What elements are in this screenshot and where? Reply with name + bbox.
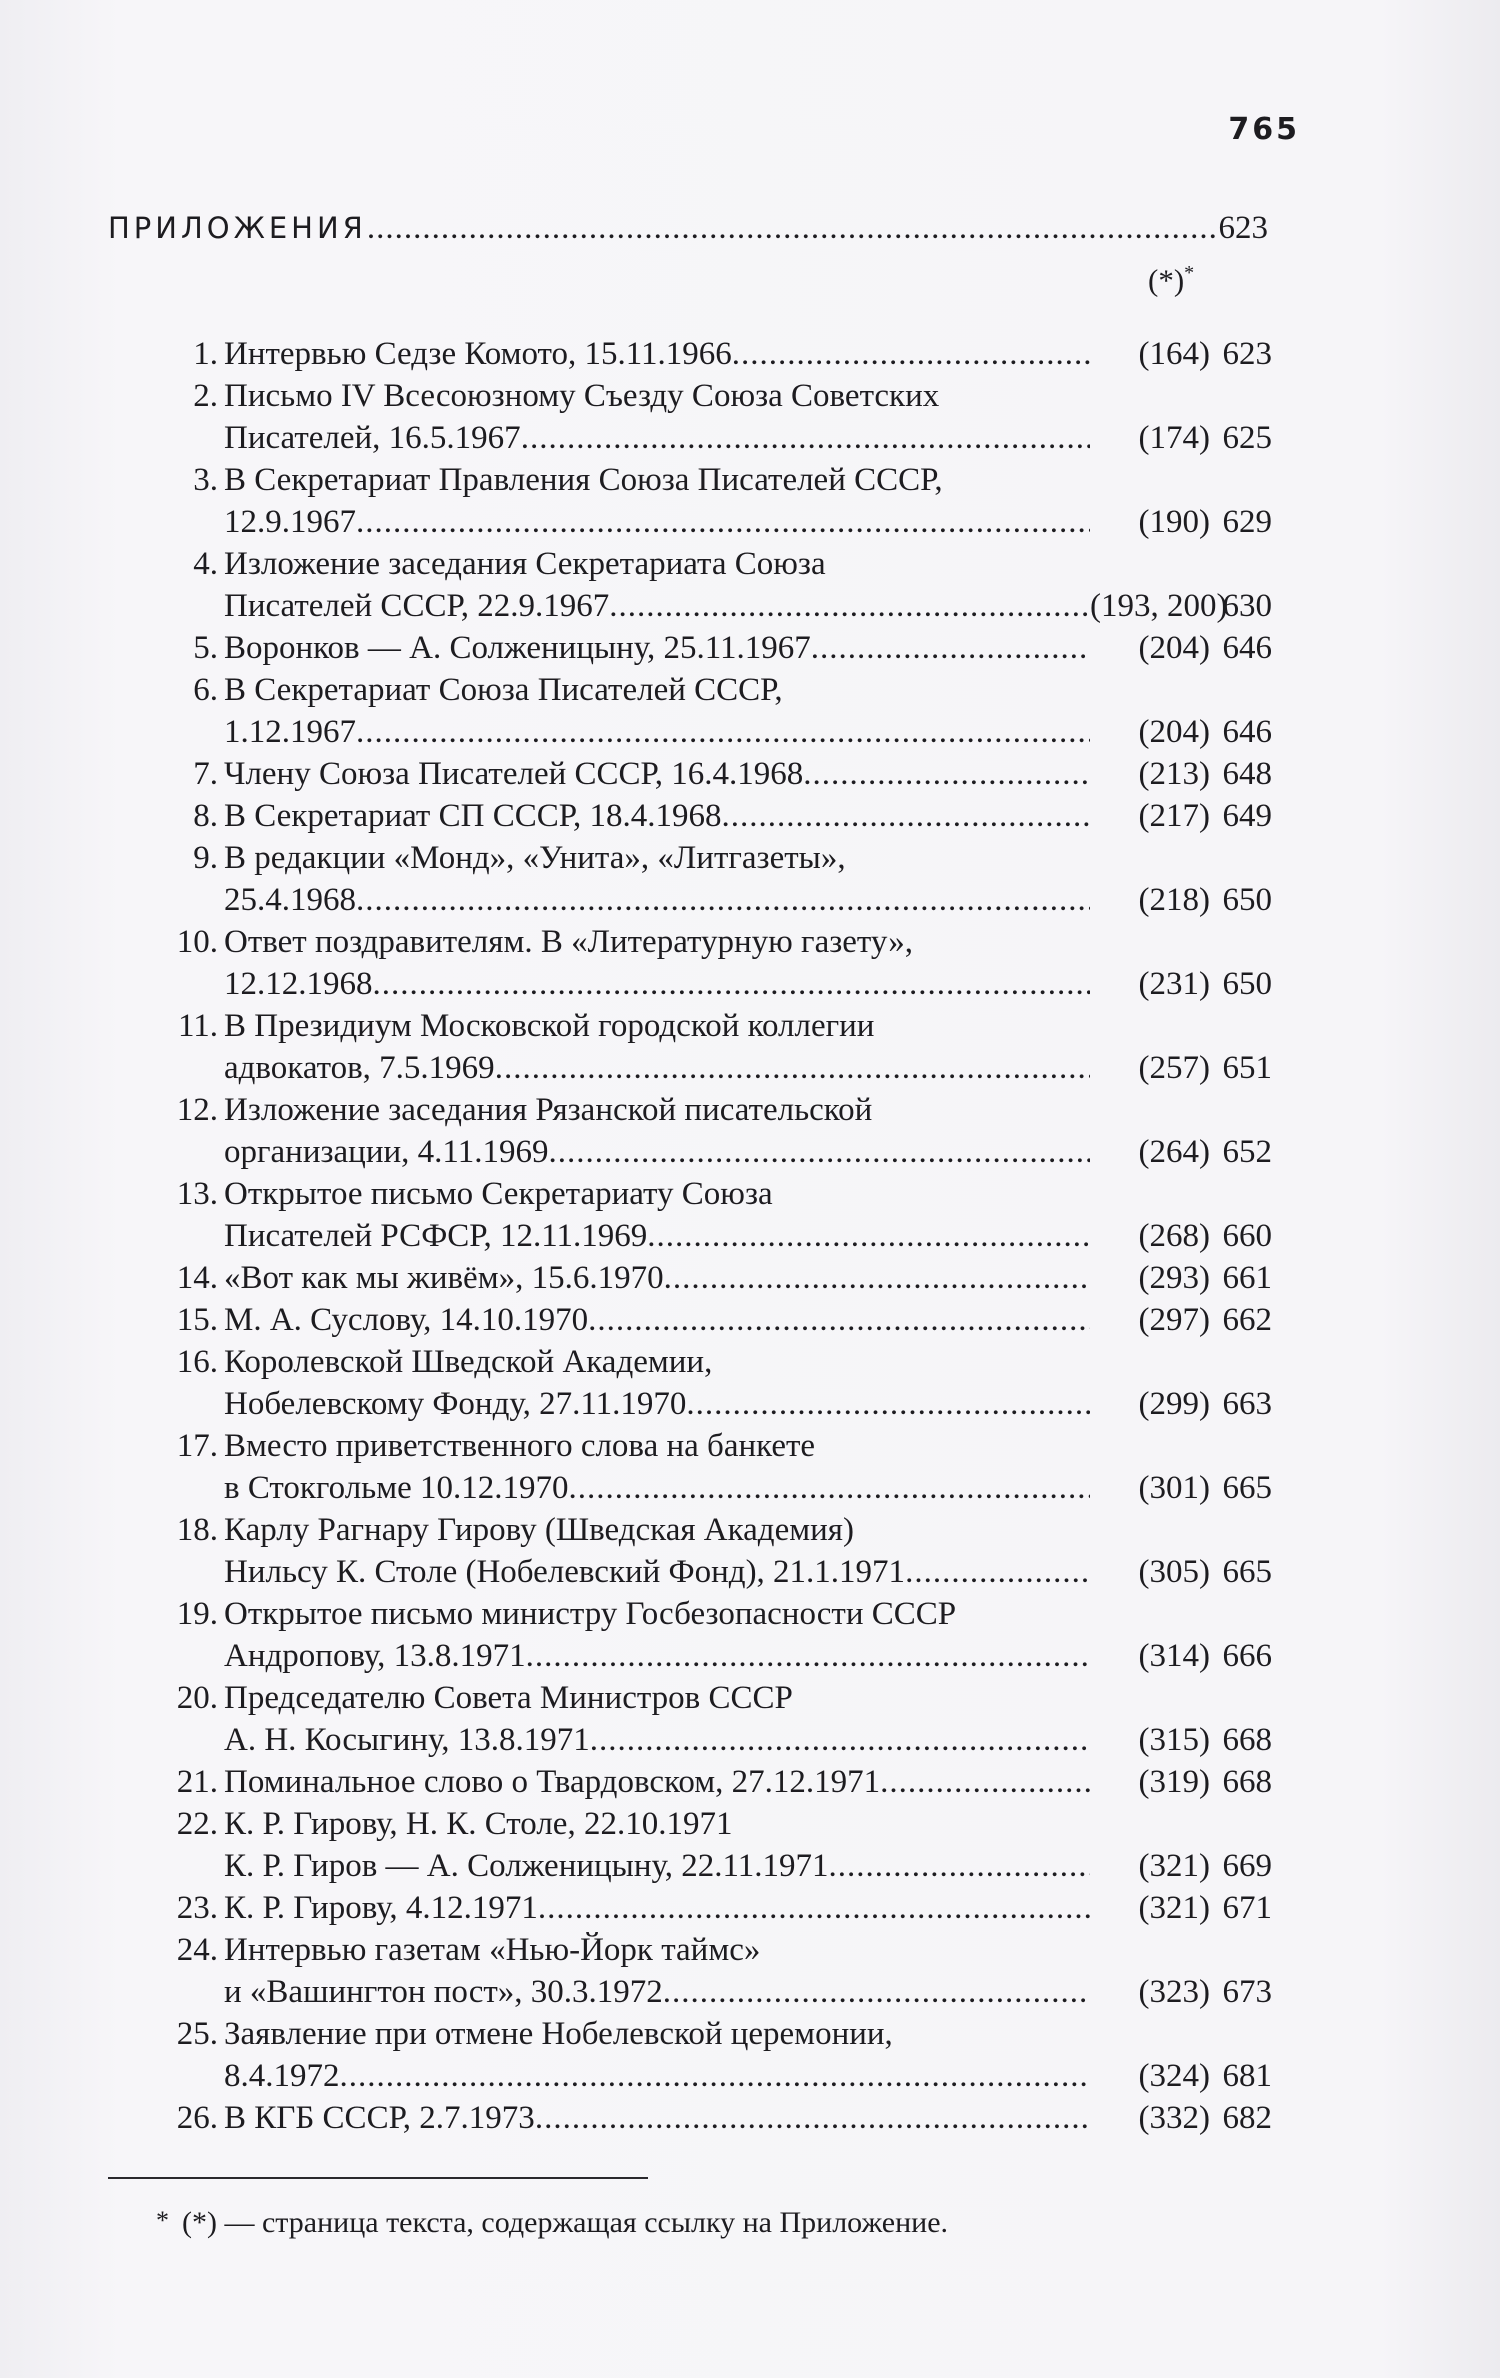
- entry-title-line: в Стокгольме 10.12.1970: [224, 1470, 569, 1506]
- entry-page: 671: [1222, 1890, 1272, 1926]
- footnote-text: (*) — страница текста, содержащая ссылку на Приложение.: [182, 2206, 949, 2239]
- entry-title-line: Андропову, 13.8.1971: [224, 1638, 526, 1674]
- footnote: [156, 2206, 949, 2240]
- entry-page: 663: [1222, 1386, 1272, 1422]
- entry-number: 15.: [176, 1302, 218, 1338]
- entry-title-line: Воронков — А. Солженицыну, 25.11.1967: [224, 630, 811, 666]
- entry-title-line: Нобелевскому Фонду, 27.11.1970: [224, 1386, 687, 1422]
- entry-title-line: Председателю Совета Министров СССР: [224, 1680, 793, 1716]
- entry-reference: (231): [1138, 966, 1210, 1002]
- entry-page: 660: [1222, 1218, 1272, 1254]
- leader-dots: [495, 1047, 1090, 1089]
- entry-number: 22.: [176, 1806, 218, 1842]
- toc-entry: [150, 1929, 1272, 2013]
- toc-entry: [150, 2013, 1272, 2097]
- entry-number: 2.: [193, 378, 218, 414]
- entry-number: 16.: [176, 1344, 218, 1380]
- entry-page: 646: [1222, 630, 1272, 666]
- entry-title-line: М. А. Суслову, 14.10.1970: [224, 1302, 589, 1338]
- section-title: ПРИЛОЖЕНИЯ: [108, 211, 367, 245]
- entry-title-line: Поминальное слово о Твардовском, 27.12.1971: [224, 1764, 881, 1800]
- entry-reference: (174): [1138, 420, 1210, 456]
- entry-reference: (323): [1138, 1974, 1210, 2010]
- entry-title-line: Открытое письмо Секретариату Союза: [224, 1176, 773, 1212]
- toc-entry: [150, 1803, 1272, 1887]
- entry-title-line: К. Р. Гирову, Н. К. Столе, 22.10.1971: [224, 1806, 733, 1842]
- toc-entry: [150, 1593, 1272, 1677]
- entry-page: 668: [1222, 1722, 1272, 1758]
- entry-page: 648: [1222, 756, 1272, 792]
- entry-page: 669: [1222, 1848, 1272, 1884]
- entry-page: 682: [1222, 2100, 1272, 2136]
- entry-page: 666: [1222, 1638, 1272, 1674]
- toc-entry: [150, 1173, 1272, 1257]
- entry-page: 630: [1222, 588, 1272, 624]
- entry-reference: (213): [1138, 756, 1210, 792]
- entry-title-line: 1.12.1967: [224, 714, 356, 750]
- entry-reference: (315): [1138, 1722, 1210, 1758]
- leader-dots: [588, 1299, 1090, 1341]
- toc-entry: [150, 1257, 1272, 1299]
- leader-dots: [356, 501, 1090, 543]
- entry-number: 12.: [176, 1092, 218, 1128]
- entry-title-line: 12.9.1967: [224, 504, 356, 540]
- entry-title-line: Королевской Шведской Академии,: [224, 1344, 713, 1380]
- leader-dots: [521, 417, 1090, 459]
- entry-title-line: Члену Союза Писателей СССР, 16.4.1968: [224, 756, 804, 792]
- entry-page: 668: [1222, 1764, 1272, 1800]
- entry-number: 24.: [176, 1932, 218, 1968]
- toc-entry: [150, 1509, 1272, 1593]
- column-note-mark: (*): [1148, 262, 1185, 298]
- entry-reference: (193, 200): [1090, 588, 1228, 624]
- entry-title-line: Нильсу К. Столе (Нобелевский Фонд), 21.1.1971: [224, 1554, 906, 1590]
- leader-dots: [647, 1215, 1090, 1257]
- entry-reference: (204): [1138, 630, 1210, 666]
- entry-number: 7.: [193, 756, 218, 792]
- entry-page: 625: [1222, 420, 1272, 456]
- entry-title-line: В Президиум Московской городской коллегии: [224, 1008, 875, 1044]
- toc-entry: [150, 1677, 1272, 1761]
- section-page: 623: [1218, 210, 1268, 246]
- entry-number: 8.: [193, 798, 218, 834]
- toc-entry: [150, 1005, 1272, 1089]
- entry-title-line: Изложение заседания Секретариата Союза: [224, 546, 826, 582]
- entry-number: 6.: [193, 672, 218, 708]
- toc-entry: [150, 627, 1272, 669]
- entry-title-line: Открытое письмо министру Госбезопасности СССР: [224, 1596, 957, 1632]
- leader-dots: [548, 1131, 1090, 1173]
- entry-title-line: и «Вашингтон пост», 30.3.1972: [224, 1974, 663, 2010]
- entry-reference: (190): [1138, 504, 1210, 540]
- leader-dots: [356, 711, 1090, 753]
- entry-title-line: К. Р. Гирову, 4.12.1971: [224, 1890, 538, 1926]
- leader-dots: [686, 1383, 1090, 1425]
- entry-reference: (204): [1138, 714, 1210, 750]
- entry-reference: (217): [1138, 798, 1210, 834]
- leader-dots: [569, 1467, 1090, 1509]
- entry-reference: (268): [1138, 1218, 1210, 1254]
- entry-reference: (297): [1138, 1302, 1210, 1338]
- entry-page: 650: [1222, 882, 1272, 918]
- entry-title-line: Интервью Седзе Комото, 15.11.1966: [224, 336, 732, 372]
- toc-entry: [150, 1089, 1272, 1173]
- entry-title-line: Писателей, 16.5.1967: [224, 420, 521, 456]
- entry-page: 623: [1222, 336, 1272, 372]
- toc-entry: [150, 921, 1272, 1005]
- entry-reference: (319): [1138, 1764, 1210, 1800]
- toc-entry: [150, 333, 1272, 375]
- section-heading: [108, 210, 1268, 247]
- entry-reference: (324): [1138, 2058, 1210, 2094]
- footnote-rule: [108, 2177, 648, 2179]
- entry-page: 665: [1222, 1470, 1272, 1506]
- entry-number: 21.: [176, 1764, 218, 1800]
- entry-number: 5.: [193, 630, 218, 666]
- entry-title-line: Писателей РСФСР, 12.11.1969: [224, 1218, 648, 1254]
- entry-title-line: К. Р. Гиров — А. Солженицыну, 22.11.1971: [224, 1848, 829, 1884]
- leader-dots: [535, 2097, 1090, 2139]
- entry-page: 665: [1222, 1554, 1272, 1590]
- entry-page: 652: [1222, 1134, 1272, 1170]
- entry-page: 662: [1222, 1302, 1272, 1338]
- leader-dots: [367, 210, 1219, 247]
- entry-number: 19.: [176, 1596, 218, 1632]
- entry-title-line: Интервью газетам «Нью-Йорк таймс»: [224, 1932, 761, 1968]
- entry-title-line: организации, 4.11.1969: [224, 1134, 549, 1170]
- entry-number: 10.: [176, 924, 218, 960]
- leader-dots: [811, 627, 1090, 669]
- leader-dots: [340, 2055, 1091, 2097]
- toc-entry: [150, 1425, 1272, 1509]
- entry-title-line: Карлу Рагнару Гирову (Шведская Академия): [224, 1512, 854, 1548]
- leader-dots: [880, 1761, 1090, 1803]
- toc-entry: [150, 1887, 1272, 1929]
- footnote-mark: *: [156, 2206, 169, 2235]
- leader-dots: [828, 1845, 1090, 1887]
- entry-title-line: В КГБ СССР, 2.7.1973: [224, 2100, 535, 2136]
- entry-title-line: адвокатов, 7.5.1969: [224, 1050, 495, 1086]
- entry-title-line: Вместо приветственного слова на банкете: [224, 1428, 816, 1464]
- toc-entry: [150, 1299, 1272, 1341]
- leader-dots: [663, 1971, 1090, 2013]
- column-note-sup: *: [1184, 262, 1195, 284]
- page-number: 765: [1228, 112, 1300, 147]
- entry-reference: (332): [1138, 2100, 1210, 2136]
- entry-reference: (164): [1138, 336, 1210, 372]
- leader-dots: [803, 753, 1090, 795]
- entry-title-line: 12.12.1968: [224, 966, 373, 1002]
- entry-title-line: 25.4.1968: [224, 882, 356, 918]
- toc-entry: [150, 1341, 1272, 1425]
- toc-entry: [150, 753, 1272, 795]
- toc-entry: [150, 2097, 1272, 2139]
- entry-reference: (299): [1138, 1386, 1210, 1422]
- toc-entries: [150, 333, 1272, 2139]
- entry-title-line: 8.4.1972: [224, 2058, 340, 2094]
- entry-title-line: Ответ поздравителям. В «Литературную газету»,: [224, 924, 913, 960]
- leader-dots: [538, 1887, 1090, 1929]
- toc-entry: [150, 543, 1272, 627]
- entry-page: 629: [1222, 504, 1272, 540]
- entry-number: 3.: [193, 462, 218, 498]
- entry-title-line: Изложение заседания Рязанской писательской: [224, 1092, 873, 1128]
- leader-dots: [590, 1719, 1090, 1761]
- entry-number: 14.: [176, 1260, 218, 1296]
- toc-entry: [150, 375, 1272, 459]
- entry-title-line: В Секретариат Правления Союза Писателей СССР,: [224, 462, 943, 498]
- entry-reference: (218): [1138, 882, 1210, 918]
- entry-page: 681: [1222, 2058, 1272, 2094]
- entry-page: 673: [1222, 1974, 1272, 2010]
- leader-dots: [356, 879, 1090, 921]
- entry-title-line: Заявление при отмене Нобелевской церемонии,: [224, 2016, 893, 2052]
- entry-title-line: В редакции «Монд», «Унита», «Литгазеты»,: [224, 840, 846, 876]
- leader-dots: [373, 963, 1091, 1005]
- entry-page: 651: [1222, 1050, 1272, 1086]
- entry-reference: (301): [1138, 1470, 1210, 1506]
- entry-number: 18.: [176, 1512, 218, 1548]
- entry-title-line: А. Н. Косыгину, 13.8.1971: [224, 1722, 590, 1758]
- entry-title-line: Письмо IV Всесоюзному Съезду Союза Советских: [224, 378, 940, 414]
- leader-dots: [721, 795, 1090, 837]
- leader-dots: [609, 585, 1090, 627]
- entry-page: 649: [1222, 798, 1272, 834]
- entry-reference: (257): [1138, 1050, 1210, 1086]
- entry-page: 650: [1222, 966, 1272, 1002]
- entry-reference: (321): [1138, 1890, 1210, 1926]
- entry-title-line: «Вот как мы живём», 15.6.1970: [224, 1260, 664, 1296]
- toc-entry: [150, 837, 1272, 921]
- entry-title-line: В Секретариат Союза Писателей СССР,: [224, 672, 783, 708]
- toc-entry: [150, 1761, 1272, 1803]
- entry-reference: (305): [1138, 1554, 1210, 1590]
- leader-dots: [905, 1551, 1090, 1593]
- entry-reference: (293): [1138, 1260, 1210, 1296]
- leader-dots: [664, 1257, 1090, 1299]
- entry-number: 17.: [176, 1428, 218, 1464]
- entry-number: 23.: [176, 1890, 218, 1926]
- toc-entry: [150, 459, 1272, 543]
- toc-entry: [150, 669, 1272, 753]
- entry-number: 13.: [176, 1176, 218, 1212]
- entry-page: 646: [1222, 714, 1272, 750]
- entry-number: 4.: [193, 546, 218, 582]
- entry-number: 9.: [193, 840, 218, 876]
- entry-number: 11.: [177, 1008, 218, 1044]
- column-note: [1148, 262, 1194, 298]
- entry-number: 1.: [193, 336, 218, 372]
- toc-entry: [150, 795, 1272, 837]
- leader-dots: [732, 333, 1090, 375]
- entry-page: 661: [1222, 1260, 1272, 1296]
- entry-reference: (314): [1138, 1638, 1210, 1674]
- entry-number: 20.: [176, 1680, 218, 1716]
- entry-title-line: В Секретариат СП СССР, 18.4.1968: [224, 798, 722, 834]
- entry-reference: (264): [1138, 1134, 1210, 1170]
- entry-number: 26.: [176, 2100, 218, 2136]
- leader-dots: [526, 1635, 1090, 1677]
- entry-title-line: Писателей СССР, 22.9.1967: [224, 588, 610, 624]
- entry-reference: (321): [1138, 1848, 1210, 1884]
- entry-number: 25.: [176, 2016, 218, 2052]
